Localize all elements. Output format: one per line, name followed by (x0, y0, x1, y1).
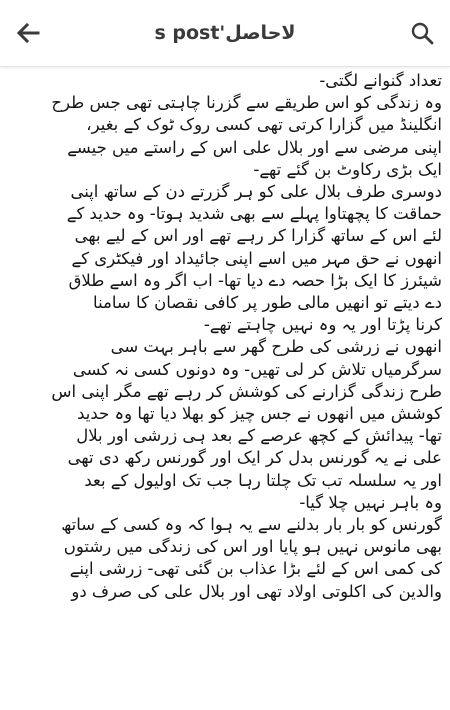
post-line: دے دیتے تو انھیں مالی طور پر کافی نقصان کا سامنا (93, 293, 442, 313)
post-body (6, 70, 442, 603)
post-line: گورنس کو بار بار بدلنے سے یہ ہوا کہ وہ کسی کے ساتھ (61, 515, 442, 535)
post-line: انھوں نے حق مہر میں اسے اپنی جائیداد اور فیکٹری کے (71, 248, 442, 268)
post-line: دوسری طرف بلال علی کو ہر گزرتے دن کے ساتھ اپنی (70, 182, 442, 202)
app-header (0, 0, 450, 67)
post-line: وہ زندگی کو اس طریقے سے گزرنا چاہتی تھی جس طرح (51, 93, 442, 113)
post-line: والدین کی اکلوتی اولاد تھی اور بلال علی کی صرف دو (71, 581, 442, 601)
post-line: اپنی مرضی سے اور بلال علی اس کے راستے میں جیسے (67, 137, 442, 157)
post-line: کوشش میں انھوں نے جس چیز کو بھلا دیا تھا وہ حدید (77, 404, 442, 424)
page-title: لاحاصل's post (154, 22, 296, 44)
post-line: کی کمی اس کے لئے بڑا عذاب بن گئی تھی- زرشی اپنے (69, 559, 442, 579)
post-line: لئے اس کے ساتھ گزارا کر رہے تھے اور اس کے لیے بھی (74, 226, 442, 246)
post-line: کرنا پڑتا اور یہ وہ نہیں چاہتے تھے- (203, 315, 442, 335)
post-line: وہ باہر نہیں چلا گیا- (299, 492, 442, 512)
post-line: شیئرز کا ایک بڑا حصہ دے دیا تھا- اب اگر وہ اسے طلاق (68, 270, 442, 290)
post-line: علی نے یہ گورنس بدل کر ایک اور گورنس رکھ دی تھی (67, 448, 442, 468)
post-line: ایک بڑی رکاوٹ بن گئے تھے- (253, 159, 442, 179)
back-button[interactable] (8, 18, 48, 48)
post-line: سرگرمیاں تلاش کر لی تھیں- وہ دونوں کسی نہ کسی (72, 359, 442, 379)
post-line: حماقت کا پچھتاوا پہلے سے بھی شدید ہوتا- وہ حدید کے (66, 204, 442, 224)
post-line: تھا- پیدائش کے کچھ عرصے کے بعد ہی زرشی اور بلال (76, 426, 442, 446)
search-icon (410, 21, 434, 45)
post-line: انگلینڈ میں گزارا کرتی تھی کسی روک ٹوک کے بغیر، (86, 115, 442, 135)
arrow-left-icon (16, 23, 40, 43)
post-line: اور یہ سلسلہ تب تک چلتا رہا جب تک اولیول کے بعد (84, 470, 442, 490)
search-button[interactable] (402, 18, 442, 48)
post-line: تعداد گنوانے لگتی- (319, 71, 442, 90)
post-line: طرح زندگی گزارنے کی کوشش کر رہے تھے مگر اپنی اس (51, 381, 442, 401)
post-line: انھوں نے زرشی کی طرح گھر سے باہر بہت سی (110, 337, 442, 357)
post-content (6, 70, 442, 710)
post-line: بھی مانوس نہیں ہو پایا اور اس کی زندگی میں رشتوں (63, 537, 442, 557)
